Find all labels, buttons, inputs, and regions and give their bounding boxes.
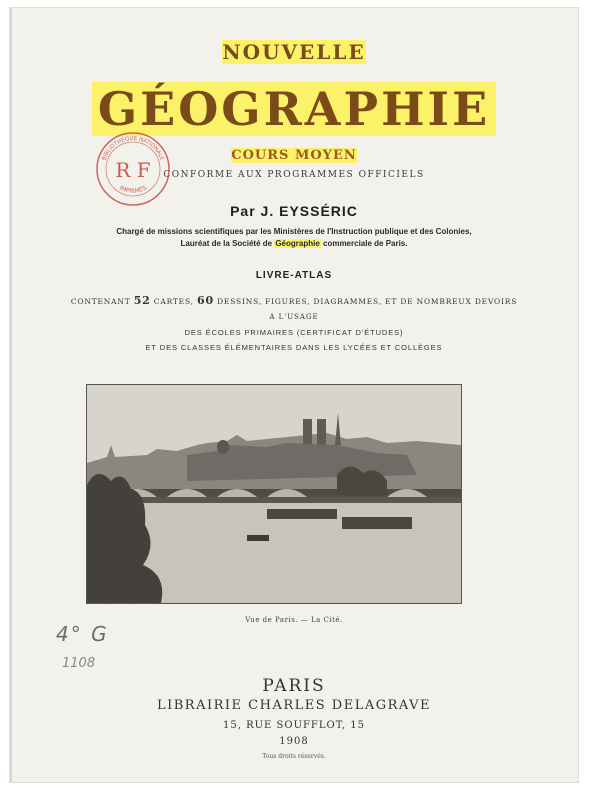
drawings-count: 60	[197, 294, 214, 307]
maps-label: CARTES,	[150, 297, 197, 306]
publisher-city: PARIS	[262, 676, 326, 696]
author-line: Par J. EYSSÉRIC	[230, 203, 358, 219]
library-stamp	[94, 130, 172, 208]
main-title-text: GÉOGRAPHIE	[92, 82, 496, 136]
credentials-line-2	[10, 239, 578, 248]
drawings-label: DESSINS, FIGURES, DIAGRAMMES, ET DE NOMBREUX DEVOIRS	[213, 297, 518, 306]
book-title-page	[10, 8, 578, 782]
maps-count: 52	[133, 294, 151, 307]
contents-line	[10, 294, 578, 307]
credentials-line-2-pre: Lauréat de la Société de	[180, 239, 275, 248]
shelfmark-text: 4° G	[56, 622, 109, 646]
classes-line: ET DES CLASSES ÉLÉMENTAIRES DANS LES LYCÉES ET COLLÈGES	[145, 343, 443, 352]
svg-text:IMPRIMÉS	[118, 184, 148, 195]
publication-year: 1908	[279, 736, 309, 747]
usage-line: A L'USAGE	[269, 313, 319, 321]
publisher-name: LIBRAIRIE CHARLES DELAGRAVE	[156, 698, 432, 713]
stamp-text-top: BIBLIOTHÈQUE NATIONALE	[101, 135, 165, 162]
credentials-line-1: Chargé de missions scientifiques par les Ministères de l'Instruction publique et des Colonies,	[116, 227, 472, 236]
paris-cite-view-image	[87, 385, 461, 603]
contents-pre: CONTENANT	[70, 297, 134, 306]
shelf-number-text: 1108	[62, 656, 96, 671]
schools-line: DES ÉCOLES PRIMAIRES (CERTIFICAT D'ÉTUDES)	[184, 328, 404, 337]
stamp-letters: R F	[115, 158, 151, 182]
title-line-1	[10, 40, 578, 64]
stamp-icon	[94, 130, 172, 208]
course-level-text: COURS MOYEN	[231, 148, 357, 163]
stamp-text-bottom: IMPRIMÉS	[118, 184, 148, 195]
livre-atlas-heading: LIVRE-ATLAS	[255, 270, 333, 281]
rights-reserved: Tous droits réservés.	[262, 753, 326, 760]
engraving-illustration	[86, 384, 462, 604]
main-title	[10, 82, 578, 136]
illustration-caption: Vue de Paris. — La Cité.	[245, 616, 343, 624]
credentials-line-2-post: commerciale de Paris.	[320, 239, 408, 248]
conforme-line: CONFORME AUX PROGRAMMES OFFICIELS	[163, 170, 425, 180]
title-line-1-text: NOUVELLE	[222, 40, 366, 64]
handwritten-shelfmark	[56, 622, 109, 671]
publisher-address: 15, RUE SOUFFLOT, 15	[223, 720, 365, 731]
credentials-highlight: Géographie	[275, 239, 320, 248]
